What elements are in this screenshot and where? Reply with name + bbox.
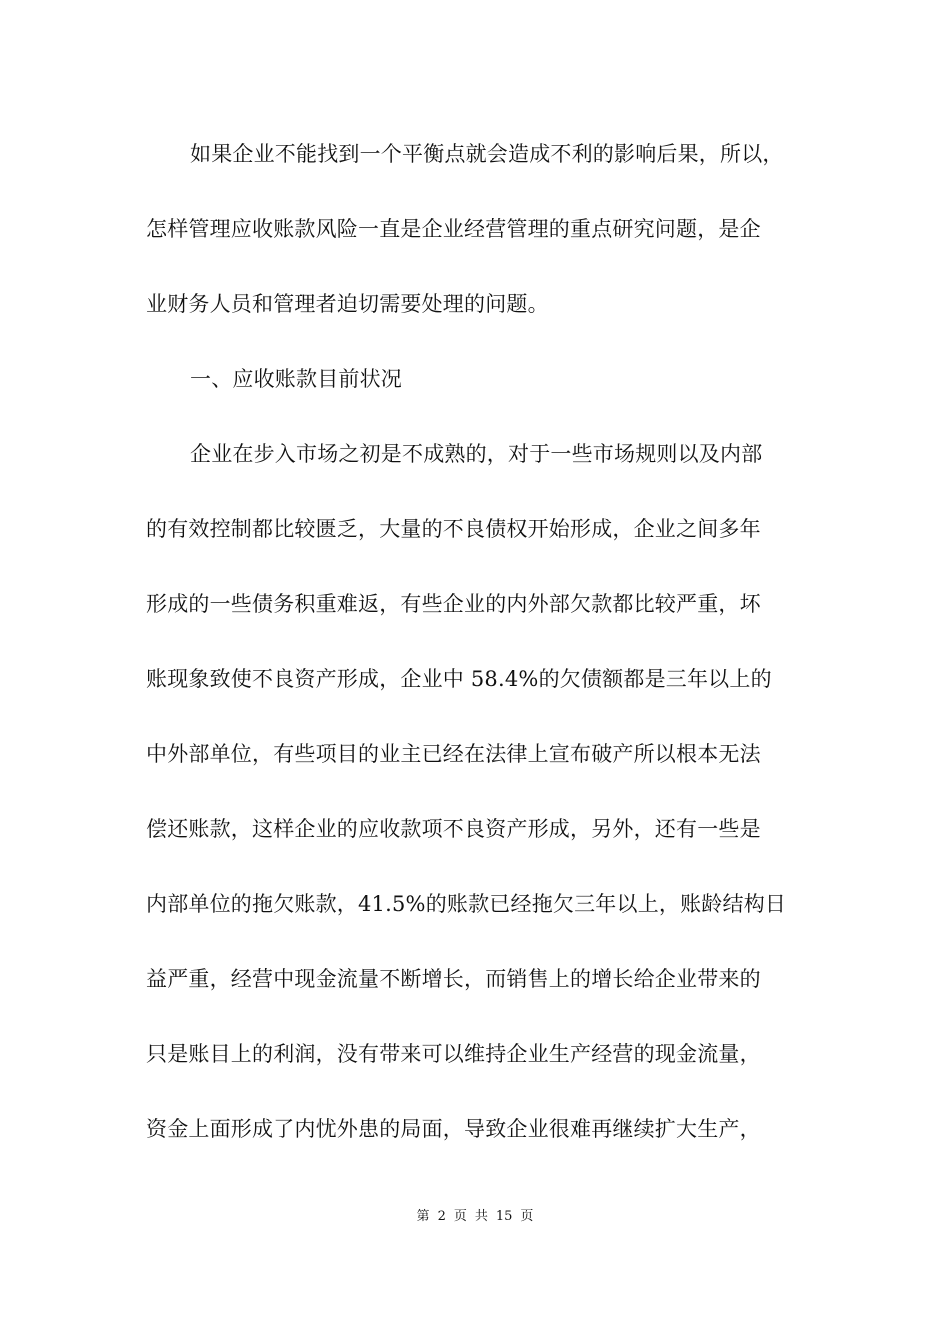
- text-line: 只是账目上的利润，没有带来可以维持企业生产经营的现金流量，: [146, 1042, 761, 1066]
- text-line: 如果企业不能找到一个平衡点就会造成不利的影响后果，所以，: [190, 142, 784, 166]
- footer-suffix: 页: [520, 1209, 534, 1224]
- text-line: 的有效控制都比较匮乏，大量的不良债权开始形成，企业之间多年: [146, 517, 761, 541]
- text-line: 益严重，经营中现金流量不断增长，而销售上的增长给企业带来的: [146, 967, 761, 991]
- text-line: 资金上面形成了内忧外患的局面，导致企业很难再继续扩大生产，: [146, 1117, 761, 1141]
- text-line: 怎样管理应收账款风险一直是企业经营管理的重点研究问题，是企: [146, 217, 761, 241]
- text-line: 业财务人员和管理者迫切需要处理的问题。: [146, 292, 549, 316]
- footer-prefix: 第: [416, 1209, 430, 1224]
- text-line: 内部单位的拖欠账款，41.5%的账款已经拖欠三年以上，账龄结构日: [146, 892, 787, 916]
- page-footer: [0, 1205, 950, 1224]
- total-pages: 15: [495, 1209, 513, 1224]
- text-line: 偿还账款，这样企业的应收款项不良资产形成，另外，还有一些是: [146, 817, 761, 841]
- text-line: 中外部单位，有些项目的业主已经在法律上宣布破产所以根本无法: [146, 742, 761, 766]
- text-line: 企业在步入市场之初是不成熟的，对于一些市场规则以及内部: [190, 442, 763, 466]
- section-heading: 一、应收账款目前状况: [190, 367, 402, 391]
- footer-page-label: 页: [453, 1209, 467, 1224]
- document-body: [146, 128, 808, 1178]
- footer-total-label: 共: [474, 1209, 488, 1224]
- page-number: 2: [437, 1209, 446, 1224]
- text-line: 形成的一些债务积重难返，有些企业的内外部欠款都比较严重，坏: [146, 592, 761, 616]
- text-line: 账现象致使不良资产形成，企业中 58.4%的欠债额都是三年以上的: [146, 667, 772, 691]
